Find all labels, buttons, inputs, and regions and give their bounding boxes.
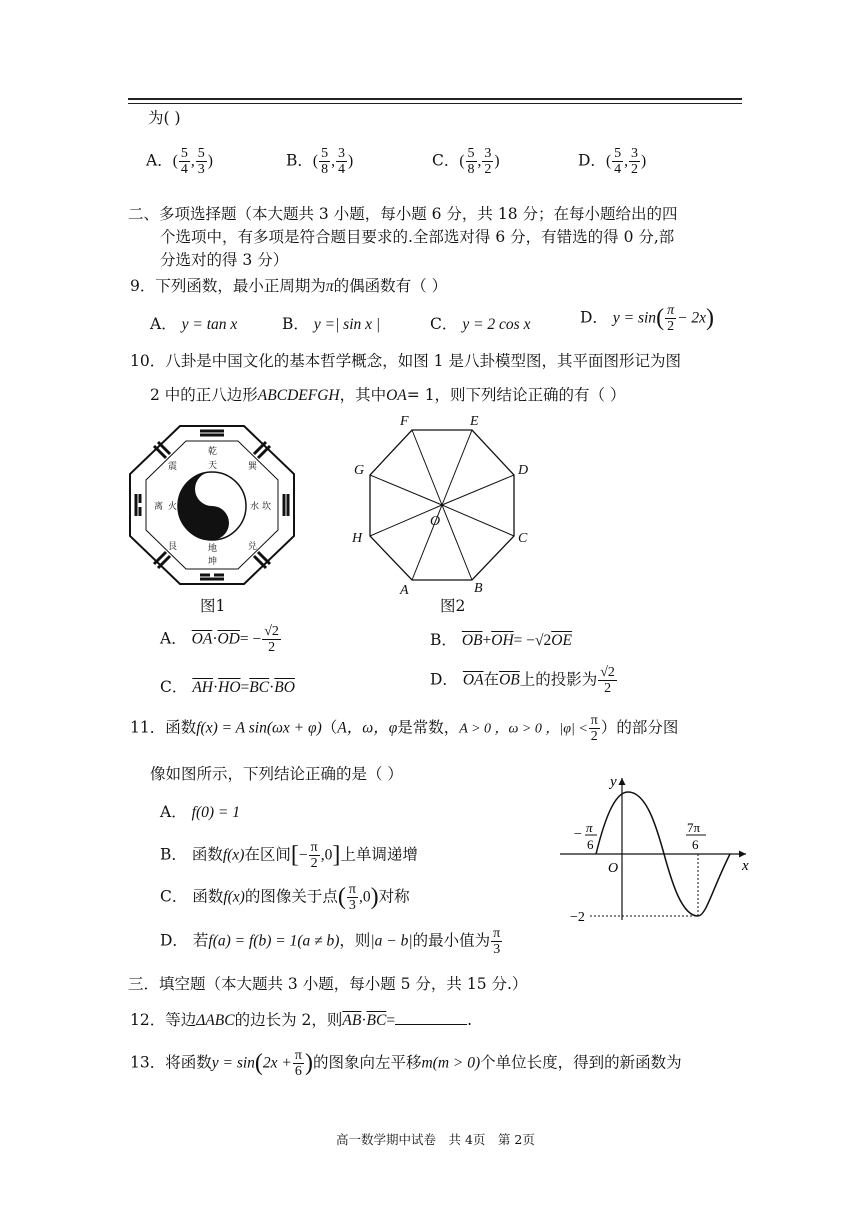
origin-label: O [608, 861, 619, 876]
figure2-caption: 图2 [440, 597, 466, 615]
page-footer: 高一数学期中试卷 共 4页 第 2页 [336, 1132, 535, 1147]
tick-7pi: 7π [687, 820, 701, 835]
bagua-char: 乾 [208, 446, 218, 456]
q11-option-c: C． 函数f(x)的图像关于点( $\frac{\pi}{3}$ ,0)对称 [160, 882, 410, 913]
tick-7pi-six: 6 [692, 837, 699, 852]
q11-graph [560, 770, 760, 930]
q13-stem: 13．将函数y = sin(2x + $\frac{\pi}{6}$ )的图象向左平移m(m > 0)个单位长度，得到的新函数为 [130, 1048, 682, 1079]
bagua-char: 地 [208, 543, 218, 553]
octagon-figure [340, 410, 540, 600]
x-axis-label: x [742, 858, 749, 874]
vertex-label-f: F [400, 414, 409, 429]
bagua-char: 坤 [208, 556, 218, 566]
q11-option-d: D． 若f(a) = f(b) = 1(a ≠ b)，则|a − b|的最小值为 $\frac{\pi}{3}$ [160, 926, 501, 957]
q9-option-c: C． y = 2 cos x [430, 315, 531, 333]
q11-option-a: A． f(0) = 1 [160, 803, 240, 821]
vertex-label-h: H [352, 531, 363, 546]
vertex-label-e: E [470, 414, 479, 429]
y-axis-label: y [610, 774, 617, 790]
bagua-char: 艮 [168, 541, 178, 551]
bagua-char: 水 [250, 501, 260, 511]
header-rule-thick [128, 98, 742, 100]
header-rule-thin [128, 103, 742, 104]
q9-option-b: B． y =| sin x | [282, 315, 381, 333]
vertex-label-a: A [400, 583, 409, 598]
q8-option-a: A．( $\frac{5}{4}$ , $\frac{5}{3}$ ) [146, 146, 213, 177]
taiji-light-dot [209, 486, 216, 493]
q10-stem-line2: 2 中的正八边形ABCDEFGH，其中OA= 1，则下列结论正确的有（ ） [150, 386, 626, 404]
bagua-char: 坎 [262, 501, 272, 511]
q12-stem: 12．等边ΔABC的边长为 2，则$\overline{AB}\cdot\overline{BC}=$ . [130, 1011, 473, 1029]
q10-option-d: D． $\overline{OA}$在$\overline{OB}$上的投影为 $\frac{√2}{2}$ [430, 665, 615, 696]
tick-neg-pi: π [586, 820, 593, 835]
tick-neg-minus: − [574, 827, 582, 842]
bagua-char: 离 [154, 501, 164, 511]
q11-option-b: B． 函数f(x)在区间[− $\frac{\pi}{2}$ ,0]上单调递增 [160, 840, 418, 871]
q8-tail: 为( ) [148, 109, 181, 127]
q9-option-a: A． y = tan x [150, 315, 238, 333]
center-label-o: O [430, 514, 441, 529]
figure1-caption: 图1 [200, 597, 226, 615]
q10-option-b: B． $\overline{OB}+\overline{OH}= -√2\overline{OE}$ [430, 631, 572, 649]
q8-option-d: D．( $\frac{5}{4}$ , $\frac{3}{2}$ ) [578, 146, 647, 177]
section2-heading-line1: 二、多项选择题（本大题共 3 小题，每小题 6 分，共 18 分；在每小题给出的四 [128, 205, 678, 223]
vertex-label-g: G [354, 463, 365, 478]
q10-option-a: A． $\overline{OA}\cdot\overline{OD}=$ − $\frac{√2}{2}$ [160, 624, 279, 655]
q10-option-c: C． $\overline{AH}\cdot\overline{HO}=\overline{BC}\cdot\overline{BO}$ [160, 678, 295, 696]
bagua-char: 火 [168, 501, 178, 511]
section3-heading: 三．填空题（本大题共 3 小题，每小题 5 分，共 15 分.） [128, 975, 528, 993]
section2-heading-line3: 分选对的得 3 分） [160, 251, 289, 269]
q11-stem-line2: 像如图所示，下列结论正确的是（ ） [150, 765, 403, 783]
vertex-label-c: C [518, 531, 528, 546]
bagua-char: 巽 [248, 461, 258, 471]
q9-stem: 9．下列函数，最小正周期为π的偶函数有（ ） [130, 277, 448, 295]
vertex-label-d: D [518, 463, 529, 478]
tick-neg-six: 6 [587, 837, 594, 852]
vertex-label-b: B [474, 581, 483, 596]
q8-option-b: B．( $\frac{5}{8}$ , $\frac{3}{4}$ ) [286, 146, 354, 177]
bagua-char: 兑 [248, 541, 258, 551]
q12-answer-blank[interactable] [395, 1010, 467, 1025]
taiji-dark-dot [209, 520, 216, 527]
bagua-figure [128, 424, 296, 586]
q10-stem-line1: 10．八卦是中国文化的基本哲学概念，如图 1 是八卦模型图，其平面图形记为图 [130, 352, 681, 370]
q8-option-c: C．( $\frac{5}{8}$ , $\frac{3}{2}$ ) [432, 146, 500, 177]
q11-stem-line1: 11．函数f(x) = A sin(ωx + φ)（A，ω，φ是常数，A > 0 ，ω > 0 ，|φ| < $\frac{\pi}{2}$ ）的部分图 [130, 713, 679, 744]
bagua-char: 天 [208, 460, 218, 470]
section2-heading-line2: 个选项中，有多项是符合题目要求的.全部选对得 6 分，有错选的得 0 分,部 [160, 228, 675, 246]
bagua-char: 震 [168, 461, 178, 471]
tick-neg-two: −2 [570, 910, 585, 925]
q9-option-d: D． y = sin( $\frac{\pi}{2}$ − 2x) [580, 303, 715, 334]
